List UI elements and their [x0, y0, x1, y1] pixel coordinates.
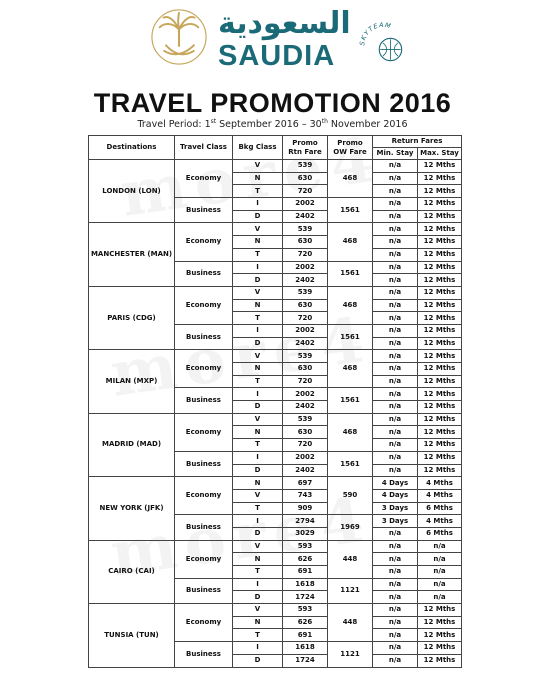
destination-cell: MILAN (MXP) [89, 350, 175, 413]
bkg-class-cell: V [233, 350, 283, 363]
min-stay-cell: n/a [373, 540, 418, 553]
header-promo-ow-line2: OW Fare [333, 147, 367, 156]
max-stay-cell: 12 Mths [418, 274, 462, 287]
min-stay-cell: n/a [373, 553, 418, 566]
travel-class-cell: Business [175, 324, 233, 349]
max-stay-cell: 4 Mths [418, 489, 462, 502]
promo-rtn-fare-cell: 743 [283, 489, 328, 502]
max-stay-cell: 12 Mths [418, 363, 462, 376]
skyteam-text: SKYTEAM [358, 20, 393, 47]
promo-rtn-fare-cell: 539 [283, 160, 328, 173]
promo-rtn-fare-cell: 909 [283, 502, 328, 515]
max-stay-cell: 12 Mths [418, 604, 462, 617]
promo-rtn-fare-cell: 720 [283, 248, 328, 261]
min-stay-cell: n/a [373, 451, 418, 464]
max-stay-cell: 12 Mths [418, 375, 462, 388]
max-stay-cell: n/a [418, 540, 462, 553]
promo-rtn-fare-cell: 720 [283, 439, 328, 452]
bkg-class-cell: N [233, 363, 283, 376]
header-promo-rtn-fare [283, 136, 328, 160]
max-stay-cell: 12 Mths [418, 616, 462, 629]
period-prefix: Travel Period: 1 [137, 119, 211, 131]
promo-rtn-fare-cell: 720 [283, 375, 328, 388]
destination-cell: PARIS (CDG) [89, 286, 175, 349]
min-stay-cell: n/a [373, 261, 418, 274]
promo-rtn-fare-cell: 691 [283, 566, 328, 579]
header [0, 0, 545, 92]
travel-class-cell: Business [175, 578, 233, 603]
period-suffix: November 2016 [327, 119, 408, 131]
travel-class-cell: Economy [175, 350, 233, 388]
promo-rtn-fare-cell: 539 [283, 413, 328, 426]
max-stay-cell: n/a [418, 578, 462, 591]
brand-name: SAUDIA [218, 40, 336, 72]
header-min-stay: Min. Stay [373, 148, 418, 160]
travel-class-cell: Economy [175, 540, 233, 578]
promo-rtn-fare-cell: 2402 [283, 464, 328, 477]
min-stay-cell: n/a [373, 286, 418, 299]
travel-class-cell: Business [175, 261, 233, 286]
destination-cell: MANCHESTER (MAN) [89, 223, 175, 286]
destination-cell: LONDON (LON) [89, 160, 175, 223]
promo-rtn-fare-cell: 626 [283, 553, 328, 566]
table-row [89, 223, 462, 236]
min-stay-cell: n/a [373, 337, 418, 350]
period-mid: September 2016 – 30 [216, 119, 322, 131]
palm-swords-emblem-icon [150, 8, 208, 66]
travel-class-cell: Economy [175, 413, 233, 451]
max-stay-cell: 12 Mths [418, 629, 462, 642]
max-stay-cell: 6 Mths [418, 502, 462, 515]
min-stay-cell: n/a [373, 527, 418, 540]
header-travel-class: Travel Class [175, 136, 233, 160]
travel-class-cell: Economy [175, 286, 233, 324]
promo-rtn-fare-cell: 2402 [283, 210, 328, 223]
promo-ow-fare-cell: 1121 [328, 642, 373, 667]
header-destinations: Destinations [89, 136, 175, 160]
promo-ow-fare-cell: 1561 [328, 324, 373, 349]
min-stay-cell: n/a [373, 426, 418, 439]
promo-rtn-fare-cell: 2002 [283, 261, 328, 274]
min-stay-cell: n/a [373, 591, 418, 604]
min-stay-cell: n/a [373, 172, 418, 185]
max-stay-cell: 12 Mths [418, 451, 462, 464]
min-stay-cell: 3 Days [373, 515, 418, 528]
table-row [89, 540, 462, 553]
min-stay-cell: n/a [373, 223, 418, 236]
header-return-fares: Return Fares [373, 136, 462, 148]
max-stay-cell: 6 Mths [418, 527, 462, 540]
table-row [89, 477, 462, 490]
bkg-class-cell: V [233, 223, 283, 236]
bkg-class-cell: I [233, 198, 283, 211]
promo-rtn-fare-cell: 2794 [283, 515, 328, 528]
min-stay-cell: n/a [373, 363, 418, 376]
bkg-class-cell: D [233, 464, 283, 477]
bkg-class-cell: D [233, 274, 283, 287]
promo-rtn-fare-cell: 593 [283, 604, 328, 617]
destination-cell: NEW YORK (JFK) [89, 477, 175, 540]
max-stay-cell: n/a [418, 566, 462, 579]
min-stay-cell: 4 Days [373, 477, 418, 490]
travel-class-cell: Economy [175, 604, 233, 642]
max-stay-cell: 12 Mths [418, 210, 462, 223]
table-row [89, 604, 462, 617]
min-stay-cell: n/a [373, 210, 418, 223]
bkg-class-cell: V [233, 489, 283, 502]
max-stay-cell: 12 Mths [418, 426, 462, 439]
min-stay-cell: n/a [373, 566, 418, 579]
promo-rtn-fare-cell: 2402 [283, 401, 328, 414]
promo-ow-fare-cell: 1561 [328, 388, 373, 413]
min-stay-cell: n/a [373, 350, 418, 363]
promo-rtn-fare-cell: 630 [283, 172, 328, 185]
header-promo-ow-fare [328, 136, 373, 160]
min-stay-cell: n/a [373, 616, 418, 629]
min-stay-cell: n/a [373, 312, 418, 325]
travel-class-cell: Business [175, 198, 233, 223]
travel-class-cell: Business [175, 515, 233, 540]
destination-cell: MADRID (MAD) [89, 413, 175, 476]
max-stay-cell: 4 Mths [418, 515, 462, 528]
bkg-class-cell: T [233, 502, 283, 515]
promo-ow-fare-cell: 468 [328, 413, 373, 451]
max-stay-cell: 12 Mths [418, 236, 462, 249]
bkg-class-cell: T [233, 185, 283, 198]
travel-class-cell: Business [175, 388, 233, 413]
promo-ow-fare-cell: 468 [328, 350, 373, 388]
bkg-class-cell: V [233, 413, 283, 426]
promo-ow-fare-cell: 1121 [328, 578, 373, 603]
max-stay-cell: 12 Mths [418, 439, 462, 452]
promo-rtn-fare-cell: 1618 [283, 578, 328, 591]
promo-ow-fare-cell: 468 [328, 286, 373, 324]
skyteam-logo-icon [355, 14, 411, 70]
bkg-class-cell: T [233, 248, 283, 261]
max-stay-cell: 12 Mths [418, 185, 462, 198]
table-row [89, 413, 462, 426]
bkg-class-cell: T [233, 375, 283, 388]
bkg-class-cell: D [233, 401, 283, 414]
bkg-class-cell: N [233, 553, 283, 566]
bkg-class-cell: I [233, 515, 283, 528]
bkg-class-cell: N [233, 236, 283, 249]
min-stay-cell: n/a [373, 413, 418, 426]
promo-rtn-fare-cell: 2002 [283, 388, 328, 401]
max-stay-cell: 12 Mths [418, 160, 462, 173]
max-stay-cell: 12 Mths [418, 642, 462, 655]
max-stay-cell: 4 Mths [418, 477, 462, 490]
max-stay-cell: 12 Mths [418, 172, 462, 185]
travel-class-cell: Business [175, 642, 233, 667]
min-stay-cell: n/a [373, 324, 418, 337]
promo-rtn-fare-cell: 1724 [283, 654, 328, 667]
promo-rtn-fare-cell: 2002 [283, 324, 328, 337]
bkg-class-cell: N [233, 172, 283, 185]
header-max-stay: Max. Stay [418, 148, 462, 160]
promo-rtn-fare-cell: 626 [283, 616, 328, 629]
promo-ow-fare-cell: 448 [328, 604, 373, 642]
min-stay-cell: n/a [373, 401, 418, 414]
min-stay-cell: n/a [373, 388, 418, 401]
bkg-class-cell: I [233, 642, 283, 655]
max-stay-cell: n/a [418, 553, 462, 566]
bkg-class-cell: D [233, 654, 283, 667]
promo-rtn-fare-cell: 630 [283, 299, 328, 312]
bkg-class-cell: V [233, 286, 283, 299]
bkg-class-cell: T [233, 439, 283, 452]
promo-ow-fare-cell: 1561 [328, 451, 373, 476]
promo-rtn-fare-cell: 630 [283, 363, 328, 376]
bkg-class-cell: D [233, 527, 283, 540]
travel-class-cell: Economy [175, 160, 233, 198]
min-stay-cell: n/a [373, 185, 418, 198]
min-stay-cell: n/a [373, 654, 418, 667]
bkg-class-cell: T [233, 566, 283, 579]
promo-rtn-fare-cell: 691 [283, 629, 328, 642]
bkg-class-cell: D [233, 210, 283, 223]
max-stay-cell: 12 Mths [418, 261, 462, 274]
bkg-class-cell: T [233, 312, 283, 325]
min-stay-cell: n/a [373, 375, 418, 388]
travel-class-cell: Business [175, 451, 233, 476]
promo-rtn-fare-cell: 630 [283, 426, 328, 439]
max-stay-cell: 12 Mths [418, 312, 462, 325]
min-stay-cell: n/a [373, 578, 418, 591]
bkg-class-cell: V [233, 540, 283, 553]
table-row [89, 350, 462, 363]
min-stay-cell: n/a [373, 248, 418, 261]
promo-rtn-fare-cell: 3029 [283, 527, 328, 540]
max-stay-cell: 12 Mths [418, 299, 462, 312]
period-sup-2: th [321, 118, 328, 125]
min-stay-cell: n/a [373, 464, 418, 477]
destination-cell: CAIRO (CAI) [89, 540, 175, 603]
max-stay-cell: 12 Mths [418, 413, 462, 426]
promo-ow-fare-cell: 590 [328, 477, 373, 515]
promo-rtn-fare-cell: 630 [283, 236, 328, 249]
promo-rtn-fare-cell: 2402 [283, 337, 328, 350]
fares-body [89, 160, 462, 668]
min-stay-cell: n/a [373, 439, 418, 452]
svg-text:SKYTEAM [358, 21, 392, 46]
promo-ow-fare-cell: 468 [328, 160, 373, 198]
min-stay-cell: n/a [373, 198, 418, 211]
max-stay-cell: 12 Mths [418, 337, 462, 350]
max-stay-cell: 12 Mths [418, 198, 462, 211]
min-stay-cell: 3 Days [373, 502, 418, 515]
period-sup-1: st [210, 118, 217, 125]
min-stay-cell: n/a [373, 236, 418, 249]
promo-ow-fare-cell: 1561 [328, 198, 373, 223]
bkg-class-cell: I [233, 578, 283, 591]
bkg-class-cell: I [233, 261, 283, 274]
brand-arabic-name: السعودية [218, 6, 351, 41]
bkg-class-cell: N [233, 616, 283, 629]
header-bkg-class: Bkg Class [233, 136, 283, 160]
header-promo-ow-line1: Promo [337, 138, 363, 147]
header-promo-rtn-line2: Rtn Fare [288, 147, 322, 156]
max-stay-cell: 12 Mths [418, 286, 462, 299]
bkg-class-cell: I [233, 388, 283, 401]
page-title: TRAVEL PROMOTION 2016 [93, 88, 452, 118]
promo-rtn-fare-cell: 720 [283, 185, 328, 198]
promo-rtn-fare-cell: 539 [283, 223, 328, 236]
promo-ow-fare-cell: 448 [328, 540, 373, 578]
min-stay-cell: n/a [373, 629, 418, 642]
promo-rtn-fare-cell: 2002 [283, 198, 328, 211]
promo-rtn-fare-cell: 1618 [283, 642, 328, 655]
promo-rtn-fare-cell: 593 [283, 540, 328, 553]
travel-class-cell: Economy [175, 223, 233, 261]
bkg-class-cell: T [233, 629, 283, 642]
max-stay-cell: n/a [418, 591, 462, 604]
bkg-class-cell: D [233, 591, 283, 604]
bkg-class-cell: I [233, 451, 283, 464]
bkg-class-cell: N [233, 299, 283, 312]
bkg-class-cell: I [233, 324, 283, 337]
promo-rtn-fare-cell: 1724 [283, 591, 328, 604]
promo-rtn-fare-cell: 2402 [283, 274, 328, 287]
travel-period [0, 118, 545, 130]
max-stay-cell: 12 Mths [418, 223, 462, 236]
promo-rtn-fare-cell: 539 [283, 350, 328, 363]
bkg-class-cell: V [233, 604, 283, 617]
min-stay-cell: n/a [373, 299, 418, 312]
min-stay-cell: n/a [373, 642, 418, 655]
travel-class-cell: Economy [175, 477, 233, 515]
min-stay-cell: n/a [373, 604, 418, 617]
destination-cell: TUNSIA (TUN) [89, 604, 175, 667]
max-stay-cell: 12 Mths [418, 350, 462, 363]
promo-rtn-fare-cell: 720 [283, 312, 328, 325]
promo-rtn-fare-cell: 539 [283, 286, 328, 299]
max-stay-cell: 12 Mths [418, 388, 462, 401]
max-stay-cell: 12 Mths [418, 248, 462, 261]
bkg-class-cell: D [233, 337, 283, 350]
header-promo-rtn-line1: Promo [292, 138, 318, 147]
bkg-class-cell: V [233, 160, 283, 173]
table-row [89, 286, 462, 299]
max-stay-cell: 12 Mths [418, 464, 462, 477]
max-stay-cell: 12 Mths [418, 654, 462, 667]
table-row [89, 160, 462, 173]
bkg-class-cell: N [233, 477, 283, 490]
bkg-class-cell: N [233, 426, 283, 439]
promo-rtn-fare-cell: 697 [283, 477, 328, 490]
promo-ow-fare-cell: 1969 [328, 515, 373, 540]
min-stay-cell: n/a [373, 160, 418, 173]
promo-ow-fare-cell: 468 [328, 223, 373, 261]
promo-ow-fare-cell: 1561 [328, 261, 373, 286]
promo-rtn-fare-cell: 2002 [283, 451, 328, 464]
fares-table [88, 135, 462, 668]
max-stay-cell: 12 Mths [418, 401, 462, 414]
max-stay-cell: 12 Mths [418, 324, 462, 337]
min-stay-cell: n/a [373, 274, 418, 287]
min-stay-cell: 4 Days [373, 489, 418, 502]
